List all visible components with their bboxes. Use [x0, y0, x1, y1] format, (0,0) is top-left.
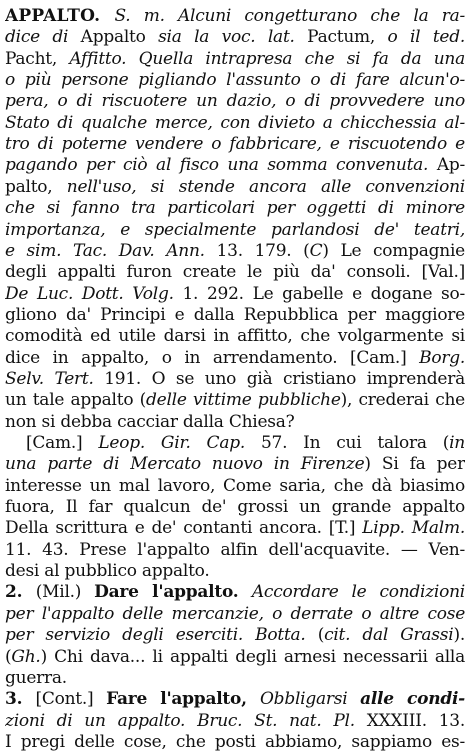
text-segment: per servizio degli eserciti. Botta. [5, 625, 318, 646]
text-segment: Ap- [436, 155, 465, 176]
text-segment: I pregi delle cose, che posti abbiamo, sappiamo es- [5, 731, 465, 751]
text-segment: C [309, 240, 323, 261]
text-segment: sia la voc. lat. [158, 27, 308, 48]
text-segment: ) Le compagnie [322, 240, 465, 261]
text-segment: 13. 179. ( [216, 240, 310, 261]
text-segment: zioni di un appalto. Bruc. St. nat. Pl. [5, 710, 367, 731]
text-segment: 3. [5, 689, 36, 710]
text-segment: 1. 292. Le gabelle e dogane so- [182, 283, 465, 304]
text-segment: dice in appalto, o in arrendamento. [Cam.] [5, 347, 420, 368]
text-segment: per l'appalto delle mercanzie, o derrate o altre cose [5, 603, 465, 624]
text-segment: Obbligarsi [260, 689, 361, 710]
text-line [5, 730, 465, 751]
text-segment: De Luc. Dott. Volg. [5, 283, 183, 304]
text-segment: importanza, e specialmente parlandosi de' teatri, [5, 219, 465, 240]
text-segment: Pacht, [5, 48, 70, 69]
text-segment: XXXIII. 13. [366, 710, 465, 731]
text-segment: Stato di qualche merce, con divieto a chicchessia al- [5, 112, 465, 133]
text-segment: S. m. Alcuni congetturano che la ra- [114, 6, 465, 26]
text-segment: ( [5, 646, 12, 667]
text-segment: ). [453, 625, 465, 646]
text-segment: Leop. Gir. Cap. [98, 433, 261, 453]
text-segment: APPALTO. [5, 6, 115, 26]
text-segment: o il ted. [387, 27, 465, 48]
text-segment: comodità ed utile darsi in affitto, che volgarmente si [5, 326, 465, 347]
text-segment: 57. In cui talora ( [260, 433, 450, 453]
text-segment: [Cont.] [35, 689, 107, 710]
text-segment: 11. 43. Prese l'appalto alfin dell'acquavite. — Ven- [5, 539, 465, 560]
text-segment: degli appalti furon create le più da' consoli. [Val.] [5, 262, 465, 283]
text-segment: Dare l'appalto. [94, 582, 252, 603]
text-segment: Pactum, [307, 27, 388, 48]
text-segment: fuora, Il far qualcun de' grossi un grande appalto [5, 497, 465, 518]
text-segment: o più persone pigliando l'assunto o di fare alcun'o- [5, 70, 465, 91]
text-segment: palto, [5, 176, 67, 197]
text-segment: Accordare le condizioni [251, 582, 465, 603]
text-segment: Selv. Tert. [5, 368, 105, 389]
text-segment: Borg. [419, 347, 465, 368]
text-segment: che si fanno tra particolari per oggetti di minore [5, 198, 465, 219]
text-segment: una parte di Mercato nuovo in Firenze [5, 454, 365, 475]
text-segment: non si debba cacciar dalla Chiesa? [5, 411, 295, 432]
text-segment: un tale appalto ( [5, 390, 147, 411]
text-segment: Della scrittura e de' contanti ancora. [T.] [5, 518, 363, 539]
text-segment: gliono da' Principi e dalla Repubblica per maggiore [5, 304, 465, 325]
text-segment: [Cam.] [26, 433, 99, 453]
text-segment: pera, o di riscuotere un dazio, o di provvedere uno [5, 91, 465, 112]
text-segment: Lipp. Malm. [362, 518, 465, 539]
text-segment: Fare l'appalto, [106, 689, 260, 710]
text-segment: ), crederai che [340, 390, 465, 411]
text-segment: guerra. [5, 667, 67, 688]
text-segment: ) Si fa per [364, 454, 465, 475]
text-segment: interesse un mal lavoro, Come saria, che dà biasimo [5, 475, 465, 496]
text-segment: dice di [5, 27, 81, 48]
text-segment: 191. O se uno già cristiano imprenderà [104, 368, 465, 389]
text-segment: pagando per ciò al fisco una somma convenuta. [5, 155, 437, 176]
text-segment: ) Chi dava... li appalti degli arnesi necessarii alla [40, 646, 465, 667]
text-segment: e sim. Tac. Dav. Ann. [5, 240, 217, 261]
text-segment: 2. [5, 582, 36, 603]
text-segment: ( [317, 625, 325, 646]
text-segment: Appalto [80, 27, 159, 48]
text-segment: delle vittime pubbliche [146, 390, 341, 411]
text-segment: cit. dal Grassi [324, 625, 454, 646]
text-segment: Gh. [11, 646, 41, 667]
text-segment: nell'uso, si stende ancora alle convenzioni [66, 176, 465, 197]
text-segment: alle condi- [360, 689, 465, 710]
text-segment: Affitto. Quella intrapresa che si fa da una [69, 48, 465, 69]
text-segment: tro di poterne vendere o fabbricare, e riscuotendo e [5, 134, 465, 155]
text-segment: in [449, 433, 465, 453]
text-segment: desi al pubblico appalto. [5, 561, 210, 582]
text-segment: (Mil.) [35, 582, 95, 603]
